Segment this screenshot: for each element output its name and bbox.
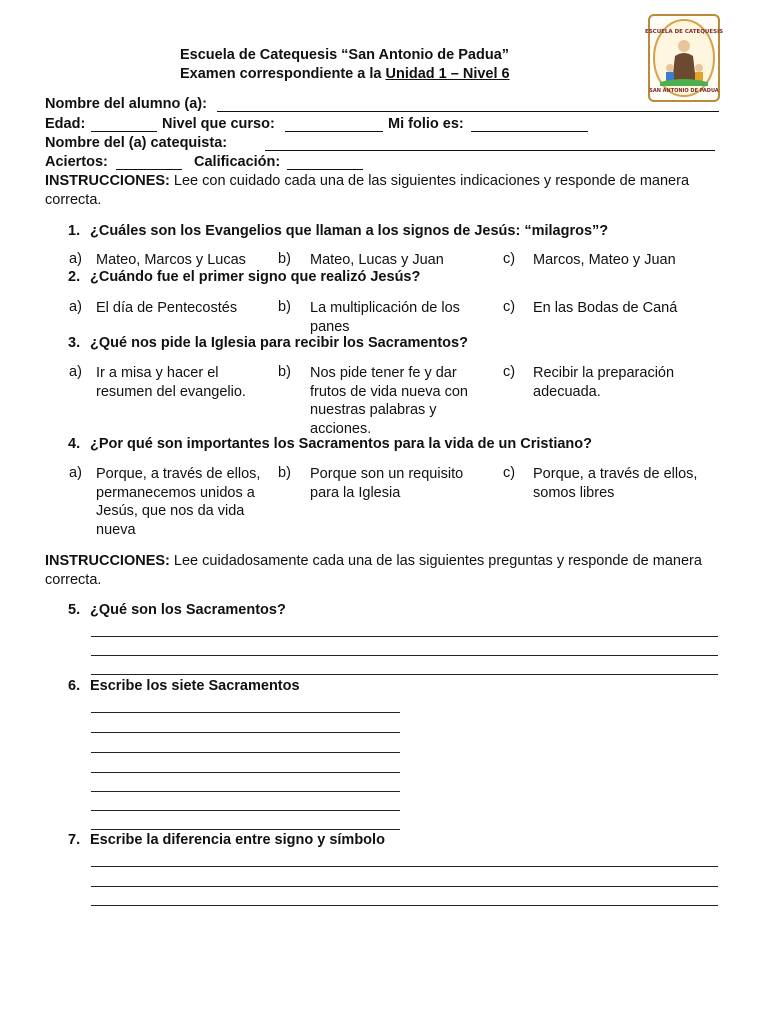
exam-header (180, 46, 620, 84)
q4-option-b[interactable]: Porque son un requisito para la Iglesia (310, 466, 464, 501)
q1-option-a[interactable]: Mateo, Marcos y Lucas (96, 252, 246, 268)
question-7-text: Escribe la diferencia entre signo y símbolo (90, 832, 385, 848)
grade-field[interactable] (287, 169, 363, 170)
instructions-1-text-continued: correcta. (45, 192, 102, 208)
answer-line[interactable] (91, 772, 400, 773)
q3-option-b[interactable]: Nos pide tener fe y dar frutos de vida nueva con nuestras palabras y acciones. (310, 365, 468, 437)
q3-option-c-letter: c) (503, 364, 516, 380)
q2-option-b[interactable]: La multiplicación de los panes (310, 300, 460, 335)
answer-line[interactable] (91, 905, 718, 906)
catechist-field[interactable] (265, 150, 715, 151)
logo-text-bottom: SAN ANTONIO DE PADUA (649, 88, 719, 94)
instructions-1-label: INSTRUCCIONES: (45, 173, 170, 189)
question-4 (68, 436, 592, 452)
question-6 (68, 678, 300, 694)
question-5-number: 5. (68, 602, 81, 618)
answer-line[interactable] (91, 886, 718, 887)
hits-label: Aciertos: (45, 154, 108, 170)
answer-line[interactable] (91, 829, 400, 830)
folio-field[interactable] (471, 131, 588, 132)
instructions-1-text: Lee con cuidado cada una de las siguientes indicaciones y responde de manera (169, 173, 690, 189)
question-3-text: ¿Qué nos pide la Iglesia para recibir los Sacramentos? (90, 335, 468, 351)
answer-line[interactable] (91, 636, 718, 637)
q1-option-b-letter: b) (278, 251, 291, 267)
question-1 (68, 223, 608, 239)
question-6-number: 6. (68, 678, 81, 694)
question-1-text: ¿Cuáles son los Evangelios que llaman a los signos de Jesús: “milagros”? (90, 223, 609, 239)
question-5 (68, 602, 286, 618)
question-2-text: ¿Cuándo fue el primer signo que realizó Jesús? (90, 269, 421, 285)
instructions-2-text: Lee cuidadosamente cada una de las siguientes preguntas y responde de manera (169, 553, 702, 569)
level-field[interactable] (285, 131, 383, 132)
instructions-2 (45, 553, 702, 569)
question-4-text: ¿Por qué son importantes los Sacramentos para la vida de un Cristiano? (90, 436, 592, 452)
student-name-label: Nombre del alumno (a): (45, 96, 207, 112)
question-4-number: 4. (68, 436, 81, 452)
answer-line[interactable] (91, 655, 718, 656)
q4-option-c-letter: c) (503, 465, 516, 481)
exam-unit: Unidad 1 – Nivel 6 (385, 66, 510, 82)
answer-line[interactable] (91, 732, 400, 733)
q1-option-c[interactable]: Marcos, Mateo y Juan (533, 252, 676, 268)
instructions-2-text-continued: correcta. (45, 572, 102, 588)
question-2-number: 2. (68, 269, 81, 285)
logo-text-top: ESCUELA DE CATEQUESIS (644, 29, 724, 35)
school-logo-emblem (644, 16, 724, 100)
grade-label: Calificación: (194, 154, 281, 170)
question-7-number: 7. (68, 832, 81, 848)
q3-option-b-letter: b) (278, 364, 291, 380)
question-1-number: 1. (68, 223, 81, 239)
q2-option-a-letter: a) (69, 299, 82, 315)
age-label: Edad: (45, 116, 86, 132)
answer-line[interactable] (91, 810, 400, 811)
exam-title (180, 65, 620, 84)
q4-option-a-letter: a) (69, 465, 82, 481)
answer-line[interactable] (91, 866, 718, 867)
q2-option-a[interactable]: El día de Pentecostés (96, 300, 238, 316)
instructions-1 (45, 173, 689, 189)
q2-option-c-letter: c) (503, 299, 516, 315)
question-6-text: Escribe los siete Sacramentos (90, 678, 300, 694)
question-3-number: 3. (68, 335, 81, 351)
q1-option-b[interactable]: Mateo, Lucas y Juan (310, 252, 444, 268)
level-label: Nivel que curso: (162, 116, 275, 132)
q4-option-b-letter: b) (278, 465, 291, 481)
question-2 (68, 269, 420, 285)
catechist-label: Nombre del (a) catequista: (45, 135, 228, 151)
q1-option-c-letter: c) (503, 251, 516, 267)
answer-line[interactable] (91, 791, 400, 792)
folio-label: Mi folio es: (388, 116, 464, 132)
q3-option-a[interactable]: Ir a misa y hacer el resumen del evangelio. (96, 365, 246, 400)
answer-line[interactable] (91, 674, 718, 675)
question-7 (68, 832, 385, 848)
question-5-text: ¿Qué son los Sacramentos? (90, 602, 286, 618)
q4-option-a[interactable]: Porque, a través de ellos, permanecemos unidos a Jesús, que nos da vida nueva (96, 466, 261, 538)
answer-line[interactable] (91, 752, 400, 753)
student-name-field[interactable] (217, 111, 719, 112)
q1-option-a-letter: a) (69, 251, 82, 267)
school-name: Escuela de Catequesis “San Antonio de Padua” (180, 47, 510, 63)
q4-option-c[interactable]: Porque, a través de ellos, somos libres (533, 466, 698, 501)
age-field[interactable] (91, 131, 157, 132)
q3-option-c[interactable]: Recibir la preparación adecuada. (533, 365, 675, 400)
question-3 (68, 335, 468, 351)
hits-field[interactable] (116, 169, 182, 170)
exam-title-prefix: Examen correspondiente a la (180, 66, 386, 82)
q2-option-c[interactable]: En las Bodas de Caná (533, 300, 678, 316)
q3-option-a-letter: a) (69, 364, 82, 380)
q2-option-b-letter: b) (278, 299, 291, 315)
school-logo (644, 14, 724, 102)
instructions-2-label: INSTRUCCIONES: (45, 553, 170, 569)
answer-line[interactable] (91, 712, 400, 713)
